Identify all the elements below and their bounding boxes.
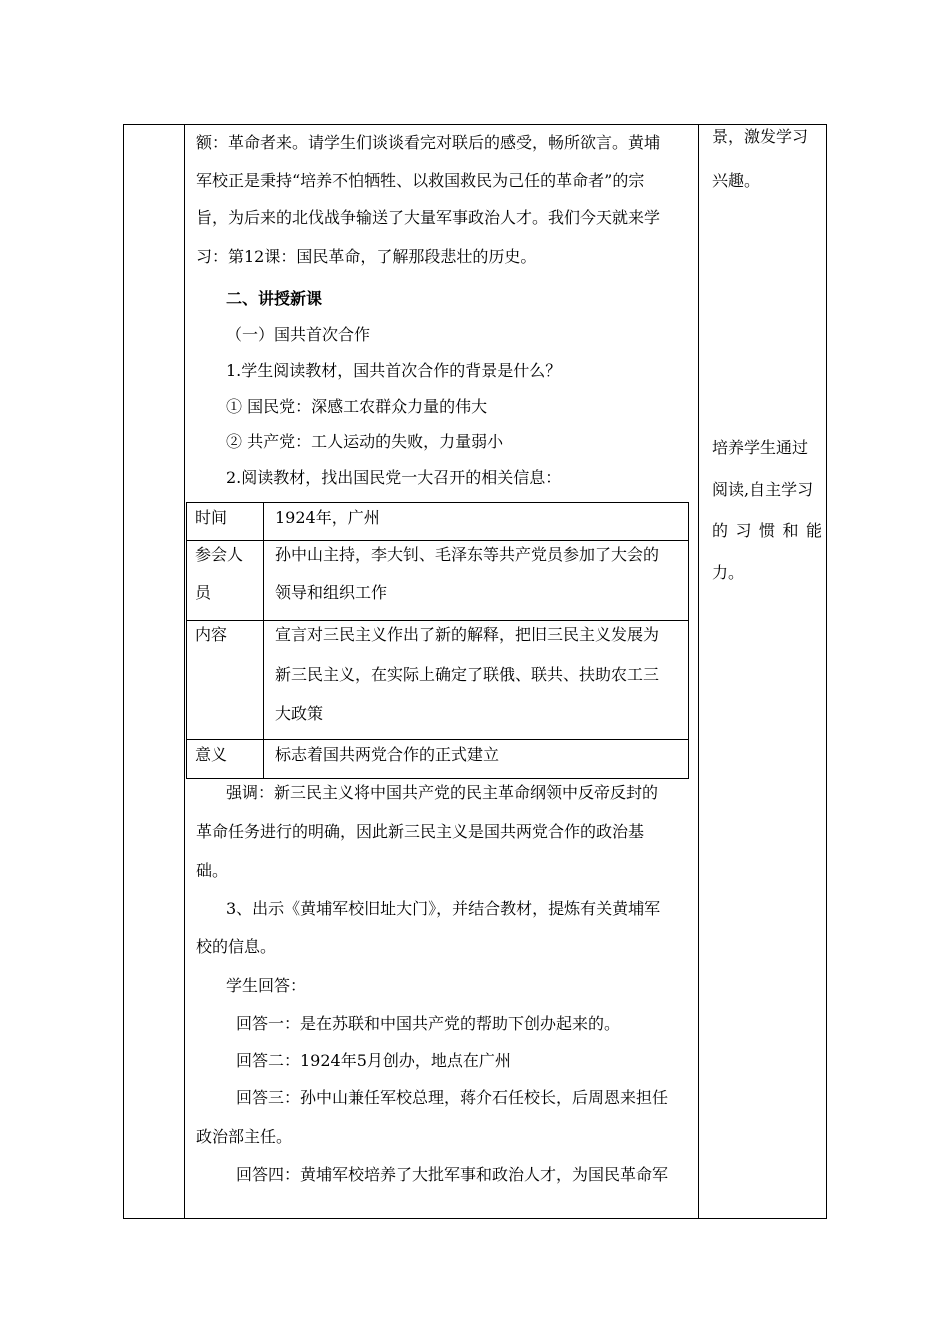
question-3-line: 校的信息。 — [196, 937, 277, 956]
intro-line: 额：革命者来。请学生们谈谈看完对联后的感受，畅所欲言。黄埔 — [196, 133, 661, 152]
subsection-heading: （一）国共首次合作 — [226, 325, 371, 344]
side-note-line: 景，激发学习 — [712, 127, 809, 146]
lesson-plan-table — [123, 124, 827, 1219]
row-value-attendees: 孙中山主持，李大钊、毛泽东等共产党员参加了大会的 — [275, 545, 660, 564]
row-label-content: 内容 — [195, 625, 228, 644]
row-value-content: 宣言对三民主义作出了新的解释，把旧三民主义发展为 — [275, 625, 660, 644]
row-label-significance: 意义 — [195, 745, 228, 764]
side-note-char: 习 — [735, 521, 752, 540]
emphasis-line: 革命任务进行的明确，因此新三民主义是国共两党合作的政治基 — [196, 822, 645, 841]
table-row-divider — [187, 739, 688, 740]
intro-line: 军校正是秉持“培养不怕牺牲、以救国救民为己任的革命者”的宗 — [196, 171, 645, 190]
intro-line: 习：第12课：国民革命，了解那段悲壮的历史。 — [196, 247, 537, 266]
side-note-line: 力。 — [712, 563, 745, 582]
side-note-line: 培养学生通过 — [712, 438, 809, 457]
row-value-content: 新三民主义，在实际上确定了联俄、联共、扶助农工三 — [275, 665, 660, 684]
row-value-time: 1924年，广州 — [275, 508, 380, 527]
side-note-line: 阅读,自主学习 — [712, 480, 814, 499]
answer-3-line: 政治部主任。 — [196, 1127, 293, 1146]
intro-line: 旨，为后来的北伐战争输送了大量军事政治人才。我们今天就来学 — [196, 208, 661, 227]
background-kmt: ① 国民党：深感工农群众力量的伟大 — [226, 397, 488, 416]
congress-info-table — [186, 502, 689, 779]
question-2: 2.阅读教材，找出国民党一大召开的相关信息： — [226, 468, 562, 487]
answer-3-line: 回答三：孙中山兼任军校总理，蒋介石任校长，后周恩来担任 — [236, 1088, 669, 1107]
column-divider — [698, 125, 699, 1218]
side-note-line-justified — [712, 521, 822, 541]
row-value-content: 大政策 — [275, 704, 324, 723]
table-row-divider — [187, 620, 688, 621]
side-note-line: 兴趣。 — [712, 171, 761, 190]
section-heading: 二、讲授新课 — [226, 289, 323, 308]
row-label-attendees: 参会人 — [195, 545, 244, 564]
side-note-char: 的 — [712, 521, 729, 540]
emphasis-line: 强调：新三民主义将中国共产党的民主革命纲领中反帝反封的 — [226, 783, 659, 802]
row-label-time: 时间 — [195, 508, 228, 527]
answer-1: 回答一：是在苏联和中国共产党的帮助下创办起来的。 — [236, 1014, 621, 1033]
emphasis-line: 础。 — [196, 861, 229, 880]
answer-2: 回答二：1924年5月创办，地点在广州 — [236, 1051, 511, 1070]
side-note-char: 能 — [805, 521, 822, 540]
background-ccp: ② 共产党：工人运动的失败，力量弱小 — [226, 432, 504, 451]
student-answer-label: 学生回答： — [226, 976, 307, 995]
row-value-attendees: 领导和组织工作 — [275, 583, 388, 602]
row-label-attendees: 员 — [195, 583, 212, 602]
column-divider — [184, 125, 185, 1218]
table-column-divider — [263, 503, 264, 778]
side-note-char: 和 — [782, 521, 799, 540]
answer-4: 回答四：黄埔军校培养了大批军事和政治人才，为国民革命军 — [236, 1165, 669, 1184]
row-value-significance: 标志着国共两党合作的正式建立 — [275, 745, 500, 764]
table-row-divider — [187, 540, 688, 541]
question-3-line: 3、出示《黄埔军校旧址大门》，并结合教材，提炼有关黄埔军 — [226, 899, 661, 918]
side-note-char: 惯 — [758, 521, 775, 540]
question-1: 1.学生阅读教材，国共首次合作的背景是什么？ — [226, 361, 562, 380]
